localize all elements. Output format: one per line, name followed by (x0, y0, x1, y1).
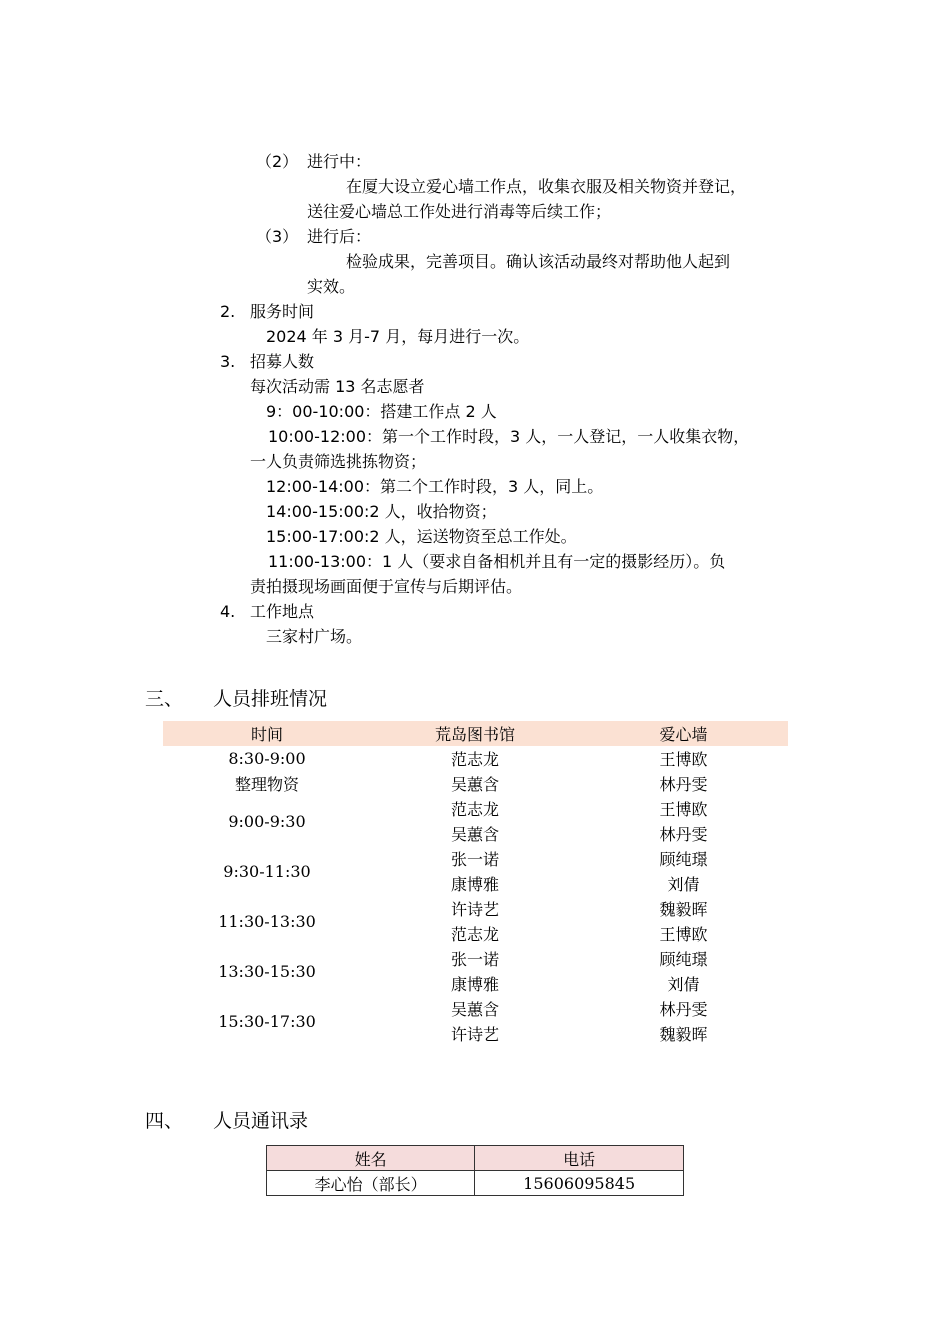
schedule-header-row (163, 721, 788, 746)
header-wall: 爱心墙 (579, 721, 788, 746)
shift-1: 9：00-10:00：搭建工作点 2 人 (266, 402, 497, 421)
shift-4: 14:00-15:00:2 人，收拾物资； (266, 502, 497, 521)
time-cell: 整理物资 (234, 775, 299, 794)
item3-number: 3. (220, 352, 236, 371)
wall-cell: 王博欧 (659, 925, 708, 944)
step3-line2: 实效。 (307, 277, 356, 296)
time-cell: 9:00-9:30 (228, 811, 306, 831)
step3-label: （3） (256, 227, 299, 246)
library-cell: 范志龙 (450, 800, 499, 819)
library-cell: 康博雅 (450, 975, 499, 994)
contacts-table (266, 1145, 684, 1196)
time-cell: 9:30-11:30 (223, 861, 311, 881)
step3-title: 进行后： (307, 227, 372, 246)
time-cell: 13:30-15:30 (218, 961, 316, 981)
library-cell: 范志龙 (450, 750, 499, 769)
step3-line1: 检验成果，完善项目。确认该活动最终对帮助他人起到 (346, 252, 731, 271)
wall-cell: 林丹雯 (659, 825, 708, 844)
step2-label: （2） (256, 152, 299, 171)
table-row (163, 846, 788, 871)
table-row (163, 746, 788, 771)
header-phone: 电话 (475, 1146, 684, 1171)
shift-6-line2: 责拍摄现场画面便于宣传与后期评估。 (250, 577, 523, 596)
library-cell: 范志龙 (450, 925, 499, 944)
item4-text: 三家村广场。 (266, 627, 363, 646)
table-row (163, 771, 788, 796)
header-name: 姓名 (267, 1146, 475, 1171)
shift-6-line1: 11:00-13:00：1 人（要求自备相机并且有一定的摄影经历）。负 (268, 552, 726, 571)
step2-line2: 送往爱心墙总工作处进行消毒等后续工作； (307, 202, 612, 221)
item4-number: 4. (220, 602, 236, 621)
shift-2-line2: 一人负责筛选挑拣物资； (250, 452, 427, 471)
wall-cell: 林丹雯 (659, 1000, 708, 1019)
section3-title: 人员排班情况 (213, 688, 328, 710)
step2-line1: 在厦大设立爱心墙工作点，收集衣服及相关物资并登记， (346, 177, 747, 196)
library-cell: 张一诺 (450, 950, 499, 969)
contact-name: 李心怡（部长） (267, 1171, 475, 1196)
item4-title: 工作地点 (250, 602, 315, 621)
header-time: 时间 (163, 721, 371, 746)
shift-3: 12:00-14:00：第二个工作时段，3 人，同上。 (266, 477, 604, 496)
step2-title: 进行中： (307, 152, 372, 171)
library-cell: 许诗艺 (450, 1025, 499, 1044)
table-row (163, 896, 788, 921)
table-row (267, 1171, 684, 1196)
item2-text: 2024 年 3 月-7 月，每月进行一次。 (266, 327, 530, 346)
library-cell: 吴蕙含 (450, 1000, 499, 1019)
shift-5: 15:00-17:00:2 人，运送物资至总工作处。 (266, 527, 577, 546)
wall-cell: 王博欧 (659, 750, 708, 769)
wall-cell: 林丹雯 (659, 775, 708, 794)
table-row (163, 996, 788, 1021)
section3-number: 三、 (145, 688, 184, 710)
wall-cell: 魏毅晖 (659, 1025, 708, 1044)
item3-title: 招募人数 (250, 352, 315, 371)
section4-number: 四、 (145, 1110, 184, 1132)
library-cell: 康博雅 (450, 875, 499, 894)
wall-cell: 王博欧 (659, 800, 708, 819)
time-cell: 8:30-9:00 (228, 749, 306, 768)
schedule-table (163, 721, 788, 1046)
item2-title: 服务时间 (250, 302, 315, 321)
time-cell: 15:30-17:30 (218, 1011, 316, 1031)
library-cell: 张一诺 (450, 850, 499, 869)
item2-number: 2. (220, 302, 236, 321)
wall-cell: 刘倩 (667, 875, 700, 894)
library-cell: 吴蕙含 (450, 775, 499, 794)
wall-cell: 顾纯璟 (659, 850, 708, 869)
library-cell: 吴蕙含 (450, 825, 499, 844)
header-library: 荒岛图书馆 (371, 721, 579, 746)
time-cell: 11:30-13:30 (218, 911, 316, 931)
contact-phone: 15606095845 (475, 1171, 684, 1196)
wall-cell: 顾纯璟 (659, 950, 708, 969)
item3-intro: 每次活动需 13 名志愿者 (250, 377, 425, 396)
contacts-header-row (267, 1146, 684, 1171)
section4-title: 人员通讯录 (213, 1110, 309, 1132)
library-cell: 许诗艺 (450, 900, 499, 919)
table-row (163, 796, 788, 821)
shift-2-line1: 10:00-12:00：第一个工作时段，3 人，一人登记，一人收集衣物， (268, 427, 750, 446)
table-row (163, 946, 788, 971)
wall-cell: 刘倩 (667, 975, 700, 994)
wall-cell: 魏毅晖 (659, 900, 708, 919)
